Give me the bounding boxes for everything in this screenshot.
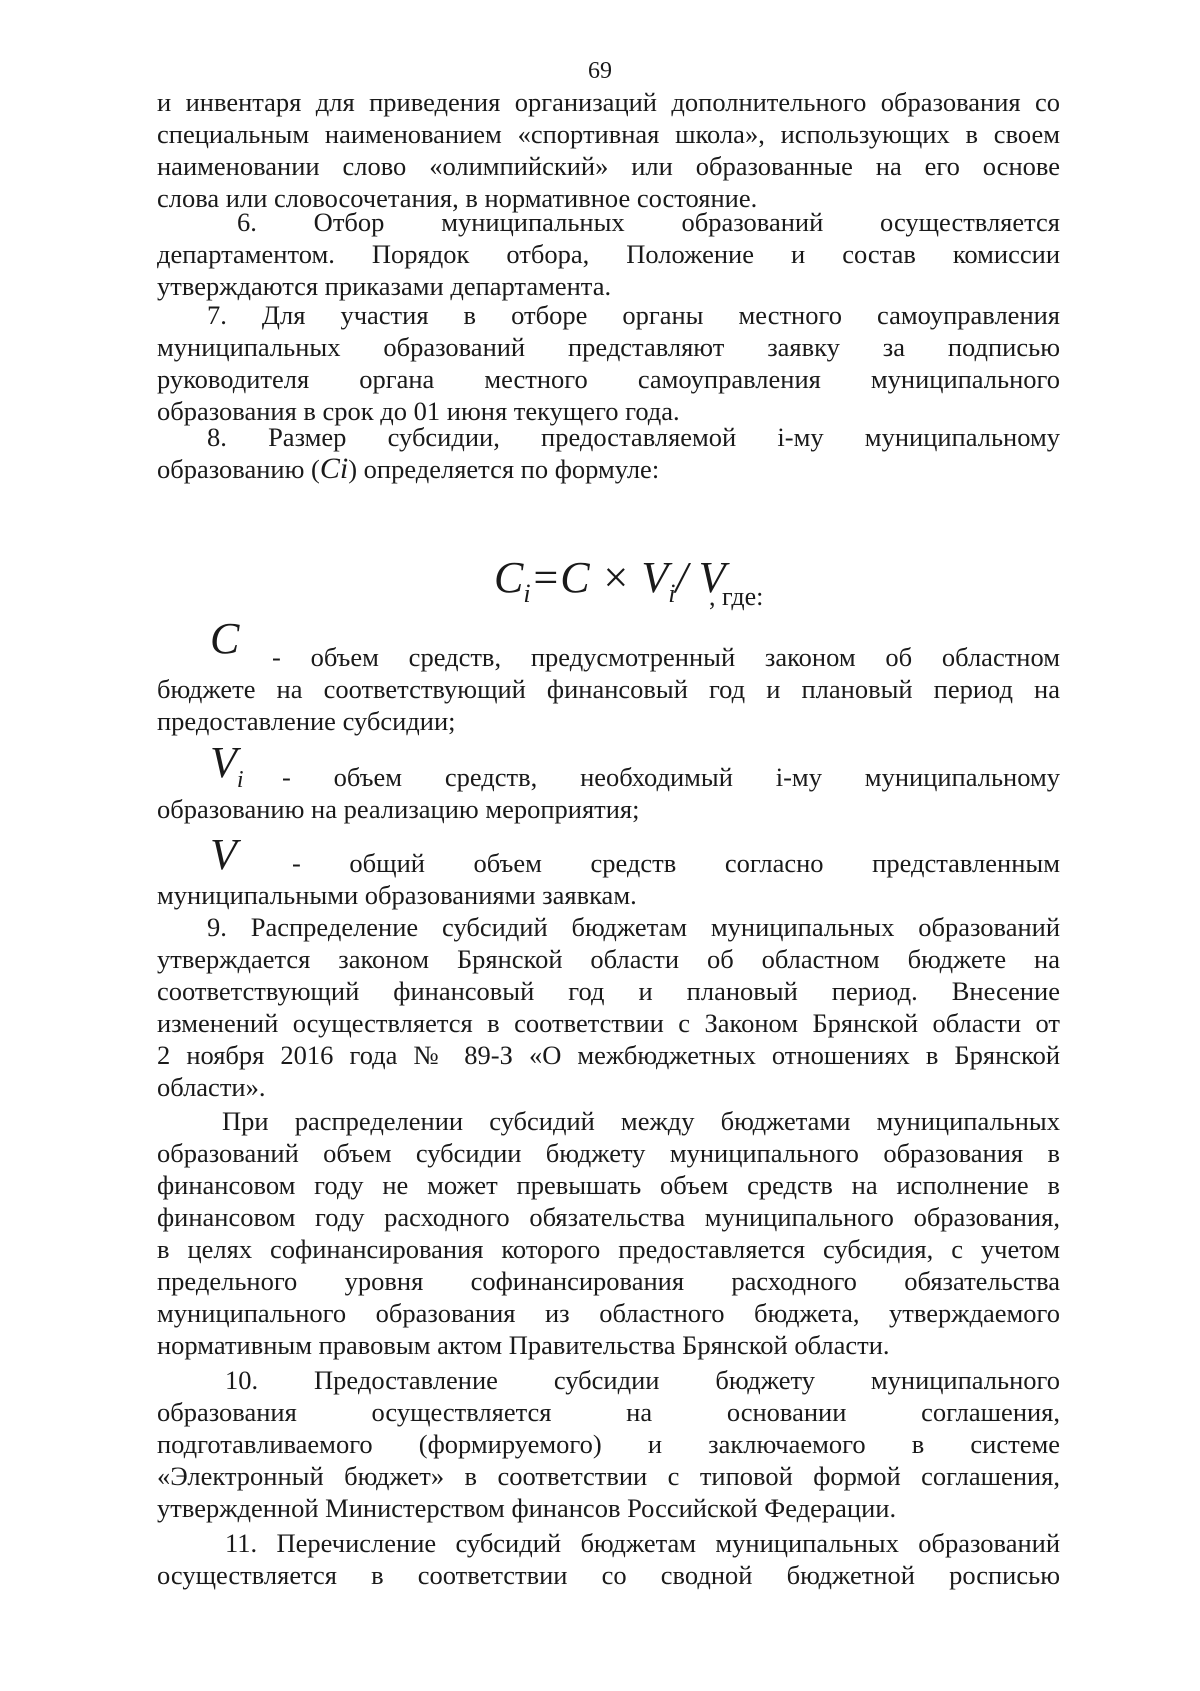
definition-v [157, 847, 1060, 911]
formula-lhs-subscript: i [523, 579, 531, 608]
symbol-subscript: i [236, 767, 244, 793]
text-line: - общий объем средств согласно представленным [292, 848, 1060, 878]
inline-symbol-ci: Ci [319, 452, 349, 485]
definition-c [157, 641, 1060, 737]
text-line: При распределении субсидий между бюджетами муниципальных [222, 1106, 1060, 1136]
text-line: 2 ноября 2016 года № 89-З «О межбюджетных отношениях в Брянской [157, 1040, 1060, 1070]
text-line: бюджете на соответствующий финансовый год и плановый период на [157, 674, 1060, 704]
text-line: образования в срок до 01 июня текущего года. [157, 396, 680, 426]
text-line: образований объем субсидии бюджету муниципального образования в [157, 1138, 1060, 1168]
definition-vi [157, 761, 1060, 825]
text-line: утвержденной Министерством финансов Российской Федерации. [157, 1493, 897, 1523]
paragraph-11 [157, 1527, 1060, 1591]
text-line: образованию на реализацию мероприятия; [157, 794, 640, 824]
text-line: финансовом году расходного обязательства муниципального образования, [157, 1202, 1060, 1232]
text-fragment: ) определяется по формуле: [348, 454, 660, 484]
text-line: муниципальных образований представляют заявку за подписью [157, 332, 1060, 362]
text-line: утверждается законом Брянской области об областном бюджете на [157, 944, 1060, 974]
text-line [157, 453, 1060, 485]
text-line: 6. Отбор муниципальных образований осуществляется [237, 207, 1060, 237]
text-line: - объем средств, предусмотренный законом об областном [272, 642, 1060, 672]
formula-where: , где: [709, 582, 764, 611]
formula-lhs: C [494, 553, 524, 602]
paragraph-continuation [157, 86, 1060, 214]
text-line: муниципального образования из областного бюджета, утверждаемого [157, 1298, 1060, 1328]
formula-tail: / V [675, 553, 726, 602]
text-line: 9. Распределение субсидий бюджетам муниципальных образований [207, 912, 1060, 942]
text-line: - объем средств, необходимый i-му муниципальному [282, 762, 1060, 792]
text-line: наименовании слово «олимпийский» или образованные на его основе [157, 151, 1060, 181]
formula-expression [494, 548, 726, 624]
text-line: утверждаются приказами департамента. [157, 271, 612, 301]
text-line: слова или словосочетания, в нормативное состояние. [157, 183, 758, 213]
text-line: «Электронный бюджет» в соответствии с типовой формой соглашения, [157, 1461, 1060, 1491]
text-line: 8. Размер субсидии, предоставляемой i-му муниципальному [207, 422, 1060, 452]
text-line: 11. Перечисление субсидий бюджетам муниципальных образований [225, 1528, 1060, 1558]
text-line: изменений осуществляется в соответствии с Законом Брянской области от [157, 1008, 1060, 1038]
text-fragment: образованию ( [157, 454, 320, 484]
paragraph-6 [157, 206, 1060, 302]
text-line: специальным наименованием «спортивная школа», использующих в своем [157, 119, 1060, 149]
text-line: 10. Предоставление субсидии бюджету муниципального [225, 1365, 1060, 1395]
text-line: осуществляется в соответствии со сводной бюджетной росписью [157, 1560, 1060, 1590]
text-line: области». [157, 1072, 266, 1102]
text-line: подготавливаемого (формируемого) и заключаемого в системе [157, 1429, 1060, 1459]
page-number: 69 [588, 58, 612, 84]
text-line: департаментом. Порядок отбора, Положение и состав комиссии [157, 239, 1060, 269]
symbol-v: V [210, 830, 237, 879]
text-line: руководителя органа местного самоуправления муниципального [157, 364, 1060, 394]
text-line: предоставление субсидии; [157, 706, 456, 736]
text-line: образования осуществляется на основании соглашения, [157, 1397, 1060, 1427]
paragraph-9 [157, 911, 1060, 1103]
paragraph-7 [157, 299, 1060, 427]
formula-operator: =C × V [530, 553, 669, 602]
text-line: 7. Для участия в отборе органы местного самоуправления [207, 300, 1060, 330]
text-line: предельного уровня софинансирования расходного обязательства [157, 1266, 1060, 1296]
symbol-letter: V [210, 738, 237, 787]
paragraph-8 [157, 421, 1060, 485]
text-line: соответствующий финансовый год и плановый период. Внесение [157, 976, 1060, 1006]
text-line: в целях софинансирования которого предоставляется субсидия, с учетом [157, 1234, 1060, 1264]
text-line: нормативным правовым актом Правительства Брянской области. [157, 1330, 890, 1360]
paragraph-distribution [157, 1105, 1060, 1361]
text-line: и инвентаря для приведения организаций дополнительного образования со [157, 87, 1060, 117]
paragraph-10 [157, 1364, 1060, 1524]
text-line: финансовом году не может превышать объем средств на исполнение в [157, 1170, 1060, 1200]
formula-rhs-subscript: i [668, 579, 676, 608]
text-line: муниципальными образованиями заявкам. [157, 880, 637, 910]
symbol-c: C [210, 614, 240, 663]
